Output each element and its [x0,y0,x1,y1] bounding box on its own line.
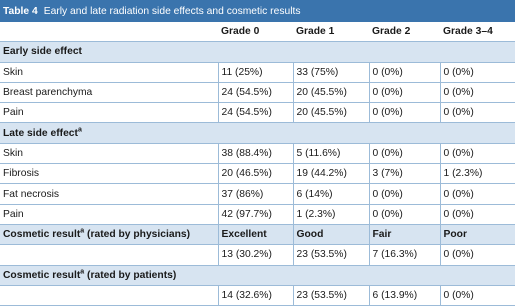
column-header-row [0,22,515,42]
rating-header-poor: Poor [440,224,515,244]
table-cell: 0 (0%) [440,184,515,204]
row-label: Skin [3,66,24,78]
table-row [0,184,515,204]
footnote-marker: a [77,126,82,134]
table-cell: 14 (32.6%) [218,285,293,305]
column-header-grade-1: Grade 1 [296,26,335,38]
row-label: Fibrosis [3,168,40,180]
table-cell: 0 (0%) [440,62,515,82]
table-cell: 3 (7%) [369,164,440,184]
side-effects-table [0,22,515,306]
table-cell: 1 (2.3%) [440,164,515,184]
section-label-late [0,123,515,143]
footnote-marker: a [80,268,85,276]
table-row [0,164,515,184]
table-title: Early and late radiation side effects and cosmetic results [43,5,301,17]
column-header-grade-3-4: Grade 3–4 [443,26,493,38]
table-cell: 0 (0%) [369,143,440,163]
table-cell: 42 (97.7%) [218,204,293,224]
table-cell: 0 (0%) [369,184,440,204]
table-cell: 0 (0%) [369,103,440,123]
table-row [0,204,515,224]
table-cell: 20 (45.5%) [293,103,369,123]
row-label: Fat necrosis [3,188,60,200]
table-cell: 13 (30.2%) [218,245,293,265]
table-cell: 23 (53.5%) [293,245,369,265]
table-cell: 0 (0%) [440,245,515,265]
table-cell: 20 (46.5%) [218,164,293,184]
table-cell: 24 (54.5%) [218,103,293,123]
table-title-bar [0,0,515,22]
table-row [0,143,515,163]
section-label-cosmetic-physicians [0,224,218,244]
row-label: Skin [3,147,24,159]
table-cell: 0 (0%) [440,103,515,123]
table-cell: 33 (75%) [293,62,369,82]
table-row [0,62,515,82]
section-row-late [0,123,515,143]
table-row [0,285,515,305]
section-label-early: Early side effect [0,42,515,62]
section-row-cosmetic-patients [0,265,515,285]
column-header-empty [0,22,218,42]
table-row [0,245,515,265]
table-cell: 0 (0%) [440,204,515,224]
rating-header-good: Good [293,224,369,244]
rating-header-fair: Fair [369,224,440,244]
table-row [0,82,515,102]
table-cell: 0 (0%) [369,62,440,82]
table-cell: 19 (44.2%) [293,164,369,184]
table-cell: 5 (11.6%) [293,143,369,163]
table-cell: 24 (54.5%) [218,82,293,102]
row-label: Breast parenchyma [3,87,93,99]
table-cell: 23 (53.5%) [293,285,369,305]
section-label-text: Cosmetic result [3,229,81,241]
table-cell: 0 (0%) [369,204,440,224]
row-label: Pain [3,208,24,220]
table-cell: 0 (0%) [440,143,515,163]
section-row-early [0,42,515,62]
rating-header-excellent: Excellent [218,224,293,244]
table-number: Table 4 [3,5,38,17]
table-cell: 0 (0%) [440,285,515,305]
table-cell: 20 (45.5%) [293,82,369,102]
table-cell: 0 (0%) [440,82,515,102]
table-cell: 38 (88.4%) [218,143,293,163]
table-row [0,103,515,123]
row-label-empty [0,285,218,305]
section-label-late-text: Late side effect [3,127,78,139]
table-cell: 11 (25%) [218,62,293,82]
section-row-cosmetic-physicians [0,224,515,244]
table-cell: 7 (16.3%) [369,245,440,265]
table-cell: 1 (2.3%) [293,204,369,224]
table-cell: 6 (14%) [293,184,369,204]
row-label-empty [0,245,218,265]
row-label: Pain [3,107,24,119]
column-header-grade-0: Grade 0 [221,26,260,38]
section-label-cosmetic-patients [0,265,515,285]
column-header-grade-2: Grade 2 [372,26,411,38]
section-label-text: Cosmetic result [3,269,81,281]
section-label-suffix: (rated by physicians) [84,229,191,241]
table-cell: 6 (13.9%) [369,285,440,305]
section-label-suffix: (rated by patients) [84,269,177,281]
footnote-marker: a [80,227,85,235]
table-cell: 37 (86%) [218,184,293,204]
table-cell: 0 (0%) [369,82,440,102]
